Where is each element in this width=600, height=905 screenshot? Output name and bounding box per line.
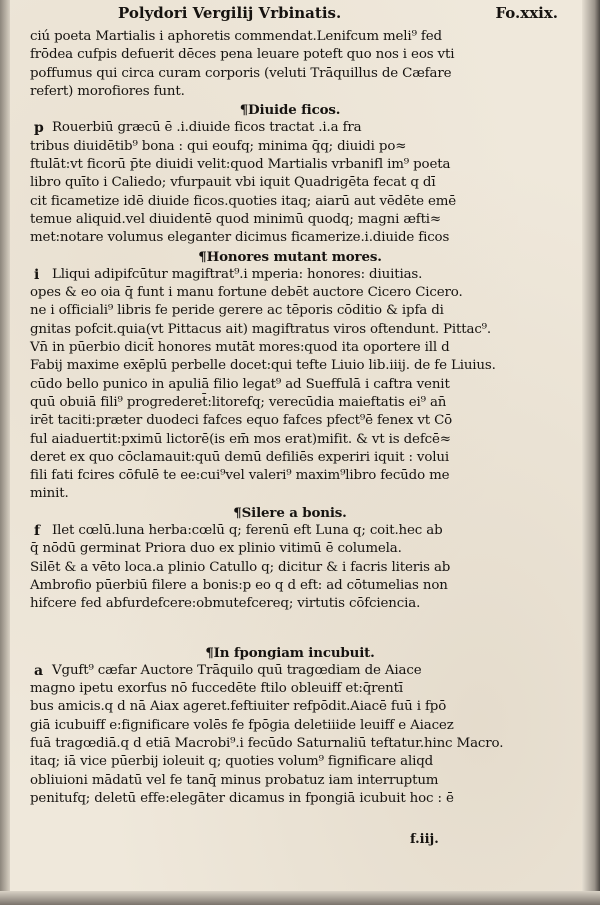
text-line-content: Rouerbiū græcū ē .i.diuide ficos tractat .i.a fra — [52, 120, 362, 136]
page-right-edge — [582, 0, 600, 905]
text-line: q̄ nōdū germinat Priora duo ex plinio vitimū ē columela. — [30, 541, 402, 557]
section-heading: ¶Silere a bonis. — [233, 504, 347, 521]
page-header — [118, 4, 558, 26]
guide-letter: f — [34, 523, 40, 540]
folio-number: Fo.xxix. — [495, 4, 558, 22]
text-line: ful aiaduertit:pximū lictorē(is em̄ mos erat)mifit. & vt is defcē≈ — [30, 431, 451, 447]
section-heading: ¶Honores mutant mores. — [198, 248, 382, 265]
text-line-content: Ilet cœlū.luna herba:cœlū q; ferenū eft Luna q; coit.hec ab — [52, 523, 443, 539]
text-line-content: Vguft⁹ cæfar Auctore Trāquilo quū tragœdiam de Aiace — [52, 662, 422, 678]
signature-mark: f.iij. — [410, 832, 439, 847]
section-gap — [30, 614, 550, 644]
page-bottom-edge — [0, 891, 600, 905]
text-line: ciú poeta Martialis i aphoretis commendat.Lenifcum meli⁹ fed — [30, 29, 442, 44]
text-line — [30, 119, 550, 137]
text-line: frōdea cufpis defuerit dēces pena leuare poteft quo nos i eos vti — [30, 47, 455, 63]
text-block — [30, 28, 550, 808]
text-line — [30, 662, 550, 680]
text-line: penitufq; deletū effe:elegāter dicamus in fpongiā icubuit hoc : ē — [30, 790, 454, 806]
text-line — [30, 522, 550, 540]
guide-letter: i — [34, 266, 40, 283]
text-line: irēt taciti:præter duodeci fafces equo fafces pfect⁹ē fenex vt Cō — [30, 413, 453, 429]
guide-letter: a — [34, 662, 43, 679]
text-line: itaq; iā vice pūerbij ioleuit q; quoties volum⁹ fignificare aliqd — [30, 754, 434, 770]
text-line: bus amicis.q d nā Aiax ageret.feftiuiter refpōdit.Aiacē fuū i fpō — [30, 699, 447, 715]
text-line: poffumus qui circa curam corporis (veluti Trāquillus de Cæfare — [30, 65, 452, 81]
text-line: met:notare volumus eleganter dicimus ficamerize.i.diuide ficos — [30, 230, 450, 246]
text-line: refert) morofiores funt. — [30, 83, 185, 99]
text-line: ne i oſficiali⁹ libris fe peride gerere ac tēporis cōditio & ipfa di — [30, 303, 444, 319]
text-line: Fabij maxime exēplū perbelle docet:qui tefte Liuio lib.iiij. de fe Liuius. — [30, 358, 496, 374]
text-line: temue aliquid.vel diuidentē quod minimū quodq; magni æfti≈ — [30, 211, 442, 227]
text-line: Vn̄ in pūerbio dicit̄ honores mutāt mores:quod ita oportere ill d — [30, 340, 450, 356]
text-line-content: Lliqui adipifcūtur magiftrat⁹.i mperia: honores: diuitias. — [52, 266, 423, 282]
text-line: Ambrofio pūerbiū filere a bonis:p eo q d eft: ad cōtumelias non — [30, 577, 448, 593]
text-line: hifcere fed abfurdefcere:obmutefcereq; virtutis cōfciencia. — [30, 596, 421, 612]
text-line: magno ipetu exorfus nō fuccedēte ftilo obleuiff et:q̄rentī — [30, 681, 403, 697]
text-line: opes & eo oia q̄ funt i manu fortune debēt auctore Cicero Cicero. — [30, 285, 463, 301]
text-line: deret ex quo cōclamauit:quū demū defiliēs experiri iquit : volui — [30, 449, 449, 465]
guide-letter: p — [34, 120, 44, 137]
text-line: gnitas pofcit.quia(vt Pittacus ait) magiftratus viros oftendunt. Pittac⁹. — [30, 321, 491, 337]
running-title: Polydori Vergilij Vrbinatis. — [118, 4, 342, 22]
text-line: giā icubuiff e:fignificare volēs fe fpōgia deletiiide leuiff e Aiacez — [30, 717, 454, 733]
section-heading: ¶In fpongiam incubuit. — [205, 644, 375, 661]
text-line: minit. — [30, 486, 69, 502]
text-line: libro quīto i Caliedo; vfurpauit vbi iquit Quadrigēta fecat q dī — [30, 175, 436, 191]
text-line: fili fati fcires cōfulē te ee:cui⁹vel valeri⁹ maxim⁹libro fecūdo me — [30, 468, 450, 484]
text-line: cit ficametize idē diuide ficos.quoties itaq; aiarū aut vēdēte emē — [30, 193, 457, 209]
text-line: tribus diuidētib⁹ bona : qui eoufq; minima q̄q; diuidi po≈ — [30, 138, 407, 154]
section-heading: ¶Diuide ficos. — [239, 102, 341, 119]
text-line: ftulāt:vt ficorū p̄te diuidi velit:quod Martialis vrbanifl im⁹ poeta — [30, 157, 451, 173]
text-line — [30, 266, 550, 284]
page-left-edge — [0, 0, 10, 905]
text-line: quū obuiā fili⁹ progrederet̄:litorefq; verecūdia maieftatis ei⁹ an̄ — [30, 394, 447, 410]
text-line: fuā tragœdiā.q d etiā Macrobi⁹.i fecūdo Saturnaliū teftatur.hinc Macro. — [30, 735, 504, 751]
text-line: Silēt & a vēto loca.a plinio Catullo q; dicitur & i facris literis ab — [30, 559, 451, 575]
text-line: cūdo bello punico in apuliā filio legat⁹ ad Sueffulā i caftra venit — [30, 376, 450, 392]
text-line: obliuioni mādatū vel fe tanq̄ minus probatuz iam interruptum — [30, 772, 439, 788]
